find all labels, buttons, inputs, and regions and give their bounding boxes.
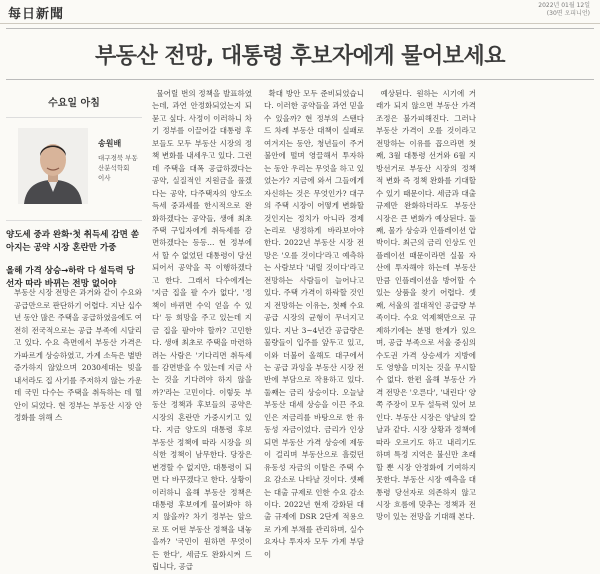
article-headline: 부동산 전망, 대통령 후보자에게 물어보세요	[94, 43, 506, 69]
dateline	[538, 2, 590, 18]
body-text-3: 예상된다. 원하는 시기에 거래가 되지 않으면 부동산 가격 조정은 불가피해진다. 그러나 부동산 가격이 오를 것이라고 전망하는 이유를 꼽으라면 첫째, 3월 대통령 선거와 6월 지방선거로 부동산 시장의 정책적 변화 즉 정책 완화를 기대할 수 있기 때문이다. 세금과 대출 규제만 완화하더라도 부동산 시장은 큰 변화가 예상된다. 둘째, 물가 상승과 인플레이션 압박이다. 최근의 금리 인상도 인플레이션 때문이라면 실물 자산에 투자해야 하는데 부동산만큼 인플레이션을 방어할 수 있는 상품을 찾기 어렵다. 셋째, 서울의 절대적인 공급량 부족이다. 수요 억제책만으로 규제하기에는 분명 한계가 있으며, 공급 부족으로 서울 중심의 수도권 가격 상승세가 지방에도 영향을 미치는 것을 무시할 수 없다. 한편 올해 부동산 가격 전망은 '오른다', '내린다' 양쪽 주장이 모두 설득력 있어 보인다. 부동산 시장은 양날의 칼날과 같다. 시장 상황과 정책에 따라 오르기도 하고 내리기도 하며 특정 지역은 불신만 초래할 뿐 시장 안정화에 기여하지 못한다. 부동산 시장 예측을 대통령 당선자로 의존하지 않고 시장 흐름에 맞추는 정책과 전망이 있는 전망을 기대해 본다.	[376, 89, 476, 522]
author-role: 이사	[98, 174, 111, 182]
body-text-1: 물어릴 번의 정책을 발표하였는데, 과연 안정화되었는지 되묻고 싶다. 사정이 이러하니 차기 정부를 이끌어갈 대통령 후보들도 모두 부동산 시장의 정책 변화를 내세우고 있다. 그런데 주택을 대폭 공급하겠다는 공약, 실질적인 지원금을 풀겠다는 공약, 다주택자의 양도소득세 중과세를 한시적으로 완화하겠다는 공약들, 생애 최초 주택 구입자에게 취득세를 감면하겠다는 등등… 현 정부에서 할 수 없었던 대통령이 당선되어서 공약을 꼭 이행하겠다고 한다. 그래서 다수에게는 '지금 집을 팔 수가 없다', '정책이 바뀌면 수익 얻을 수 있다' 등 희망을 주고 있는데 지금 집을 팔아야 할까? 고민한다. 생애 최초로 주택을 마련하려는 사람은 '기다리면 취득세를 감면받을 수 있는데 지금 사는 것을 기다려야 하지 않을까?'라는 고민이다. 이렇듯 부동산 정책과 후보들의 공약은 시장의 혼란만 가중시키고 있다. 지금 양도의 대통령 후보 부동산 정책에 따라 시장을 의식한 정책이 남무한다. 당장은 변경할 수 없지만, 대통령이 되면 다 바꾸겠다고 한다. 상황이 이러하니 올해 부동산 정책은 대통령 후보에게 물어봐야 하지 않을까? 차기 정부는 앞으로 또 어떤 부동산 정책을 내놓을까? '국민이 원하면 무엇이든 한다', 세금도 완화시켜 드립니다, 공급	[152, 89, 252, 572]
subheads	[6, 220, 142, 291]
lead-paragraph: 부동산 시장 전망은 과거와 같이 수요와 공급만으로 판단하기 어렵다. 지난 십수 년 동안 많은 주택을 공급하였음에도 여전히 전국적으로는 공급 부족에 시달리고 있다. 수요 측면에서 부동산 가격은 가파르게 상승하였고, 가계 소득은 별반 증가하지 않았으며 2030세대는 빚을 내서라도 집 사기를 주저하지 않는 가운데 국민 다수는 주택을 취득하는 데 혈안이 되었다. 현 정부는 부동산 시장 안정화를 위해 스	[14, 288, 142, 422]
masthead	[0, 0, 600, 24]
headline-box	[6, 28, 594, 80]
body-text-2: 확대 방안 모두 준비되었습니다. 이러한 공약들을 과연 믿을 수 있을까? 현 정부의 스탠다드 차례 부동산 대책이 실패로 여겨지는 동안, 청년들이 주거 불안에 떨며 영끌해서 투자하는 동안 우리는 무엇을 하고 있었는가? 지금에 와서 그들에게 자신하는 것은 무엇인가? 대구의 주택 시장이 어떻게 변화할 것인지는 정치가 아니라 경제 논리로 냉정하게 바라보아야 한다. 2022년 부동산 시장 전망은 '오를 것이다'라고 예측하는 사람보다 '내릴 것이다'라고 전망하는 사람들이 늘어나고 있다. 주택 가격이 하락할 것인지 전망하는 이유는, 첫째 수요 공급 시장의 균형이 무너지고 있다. 지난 3~4년간 공급량은 물량들이 입주를 앞두고 있고, 이와 더불어 올해도 대구에서는 공급 과잉을 부동산 시장 전반에 부담으로 작용하고 있다. 둘째는 금리 상승이다. 오늘날 부동산 대세 상승을 이끈 주요인은 저금리를 바탕으로 한 유동성 자금이었다. 금리가 인상되면 부동산 가격 상승에 제동이 걸리며 부동산으로 흘렀던 유동성 자금의 이탈은 주택 수요 감소로 나타날 것이다. 셋째는 대출 규제로 인한 수요 감소이다. 2022년 현재 강화된 대출 규제에 DSR 2단계 적용으로 가계 부채를 관리하며, 실수요자나 투자자 모두 가계 부담이	[264, 89, 364, 559]
author-block	[6, 124, 142, 206]
body-column-2	[258, 88, 370, 559]
newspaper-logo: 每日新聞	[8, 7, 65, 22]
author-photo	[18, 128, 88, 204]
author-info	[98, 153, 142, 183]
author-name: 송원배	[98, 139, 122, 148]
author-affiliation: 대구경북 부동산분석학회	[98, 154, 138, 172]
subhead-1: 양도세 중과 완화·첫 취득세 감면 쏟아지는 공약 시장 혼란만 가중	[6, 230, 139, 253]
body-column-3	[370, 88, 482, 522]
page-section: (30면 오피니언)	[546, 10, 590, 17]
subhead-2: 올해 가격 상승→하락 다 설득력 당선자 따라 바뀌는 전망 없어야	[6, 266, 135, 289]
author-portrait-icon	[18, 128, 88, 204]
column-title: 수요일 아침	[6, 88, 142, 118]
publish-date: 2022년 01월 12일	[538, 2, 590, 9]
body-column-1	[146, 88, 258, 572]
article-body	[146, 88, 594, 572]
